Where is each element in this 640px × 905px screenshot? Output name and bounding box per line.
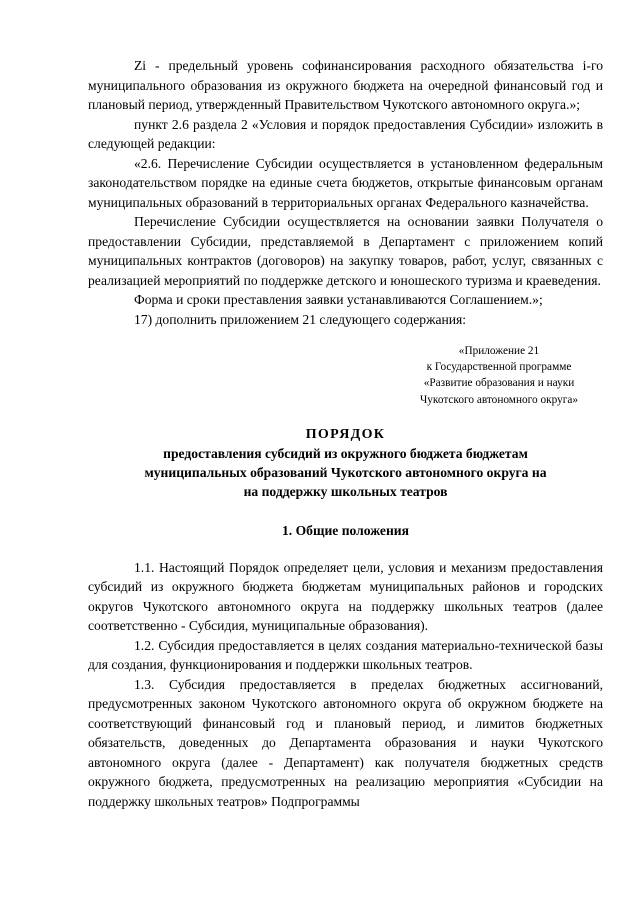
document-title: ПОРЯДОК (305, 426, 386, 442)
appendix-approval-block (88, 343, 603, 408)
paragraph-1-1: 1.1. Настоящий Порядок определяет цели, условия и механизм предоставления субсидий из окружного бюджета бюджетам муниципальных районов и городских округов Чукотского автономного округа на поддержку школьных театров (далее соответственно - Субсидия, муниципальные образования). (88, 559, 603, 634)
paragraph-item-17: 17) дополнить приложением 21 следующего содержания: (134, 311, 467, 327)
document-subtitle-line: на поддержку школьных театров (243, 483, 448, 499)
paragraph-item-2-6-amendment: пункт 2.6 раздела 2 «Условия и порядок предоставления Субсидии» изложить в следующей редакции: (88, 116, 603, 151)
paragraph-1-2: 1.2. Субсидия предоставляется в целях создания материально-технической базы для создания, функционирования и поддержки школьных театров. (88, 637, 603, 673)
paragraph-1-3: 1.3. Субсидия предоставляется в пределах бюджетных ассигнований, предусмотренных законом Чукотского автономного округа об окружном бюджете на соответствующий финансовый год и плановый период, и лимитов бюджетных обязательств, доведенных до Департамента образования и науки Чукотского автономного округа (далее - Департамент) как получателя бюджетных средств окружного бюджета, предусмотренных на реализацию мероприятия «Субсидии на поддержку школьных театров» Подпрограммы (88, 676, 603, 809)
appendix-line: Чукотского автономного округа» (419, 393, 579, 406)
document-body (88, 56, 603, 811)
paragraph-zi-definition: Zi - предельный уровень софинансирования расходного обязательства i-го муниципального образования из окружного бюджета на очередной финансовый год и плановый период, утвержденный Правительством Чукотского автономного округа.»; (88, 58, 603, 112)
section-heading: 1. Общие положения (282, 522, 409, 538)
document-subtitle-line: предоставления субсидий из окружного бюджета бюджетам (163, 445, 528, 461)
appendix-line: «Развитие образования и науки (423, 377, 575, 390)
appendix-line: «Приложение 21 (458, 345, 540, 357)
document-subtitle-line: муниципальных образований Чукотского автономного округа на (144, 464, 547, 480)
appendix-line: к Государственной программе (426, 361, 572, 374)
paragraph-2-6-text: «2.6. Перечисление Субсидии осуществляется в установленном федеральным законодательством порядке на единые счета бюджетов, открытые финансовым органам муниципальных образований в территориальных органах Федерального казначейства. (88, 155, 603, 210)
paragraph-application-form: Форма и сроки преставления заявки устанавливаются Соглашением.»; (134, 292, 543, 307)
paragraph-transfer-basis: Перечисление Субсидии осуществляется на основании заявки Получателя о предоставлении Субсидии, представляемой в Департамент с приложением копий муниципальных контрактов (договоров) на закупку товаров, работ, услуг, связанных с реализацией мероприятий по поддержке детского и юношеского туризма и краеведения. (88, 214, 603, 288)
